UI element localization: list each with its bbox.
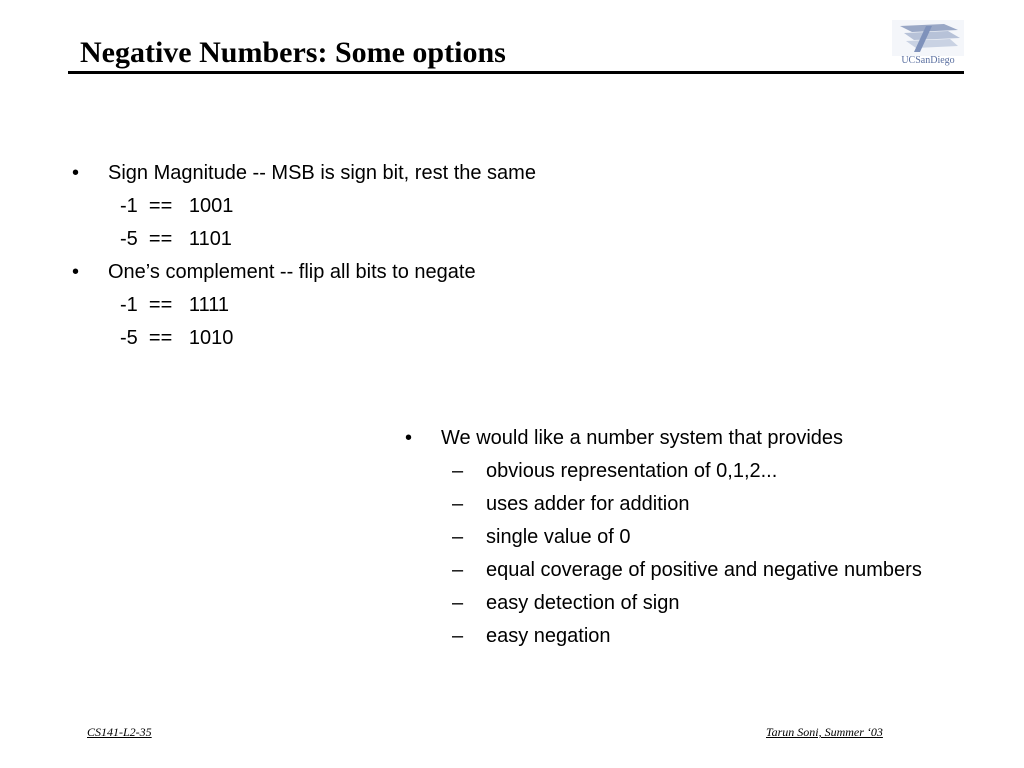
footer-author: Tarun Soni, Summer ‘03 <box>766 725 883 739</box>
list-item-ones-complement: One’s complement -- flip all bits to negate <box>108 261 476 283</box>
slide-title: Negative Numbers: Some options <box>80 36 506 69</box>
requirement-item: easy detection of sign <box>486 592 680 614</box>
dash-icon: – <box>452 493 464 515</box>
example-sign-magnitude-neg1: -1 == 1001 <box>120 195 234 217</box>
requirement-item: equal coverage of positive and negative numbers <box>486 559 922 581</box>
list-item-sign-magnitude: Sign Magnitude -- MSB is sign bit, rest the same <box>108 162 536 184</box>
logo-text: UCSanDiego <box>901 55 955 66</box>
example-ones-complement-neg1: -1 == 1111 <box>120 294 229 316</box>
dash-icon: – <box>452 526 464 548</box>
requirements-heading: We would like a number system that provides <box>441 427 844 449</box>
title-divider <box>68 71 964 74</box>
bullet-icon: • <box>72 261 80 283</box>
ucsd-logo <box>892 20 964 68</box>
dash-icon: – <box>452 559 464 581</box>
requirement-item: uses adder for addition <box>486 493 690 515</box>
example-sign-magnitude-neg5: -5 == 1101 <box>120 228 232 250</box>
dash-icon: – <box>452 592 464 614</box>
bullet-icon: • <box>72 162 80 184</box>
example-ones-complement-neg5: -5 == 1010 <box>120 327 234 349</box>
requirement-item: single value of 0 <box>486 526 631 548</box>
footer-slide-id: CS141-L2-35 <box>87 725 152 739</box>
ucsd-logo-icon <box>892 20 964 56</box>
requirement-item: easy negation <box>486 625 611 647</box>
dash-icon: – <box>452 460 464 482</box>
requirement-item: obvious representation of 0,1,2... <box>486 460 778 482</box>
dash-icon: – <box>452 625 464 647</box>
bullet-icon: • <box>405 427 413 449</box>
